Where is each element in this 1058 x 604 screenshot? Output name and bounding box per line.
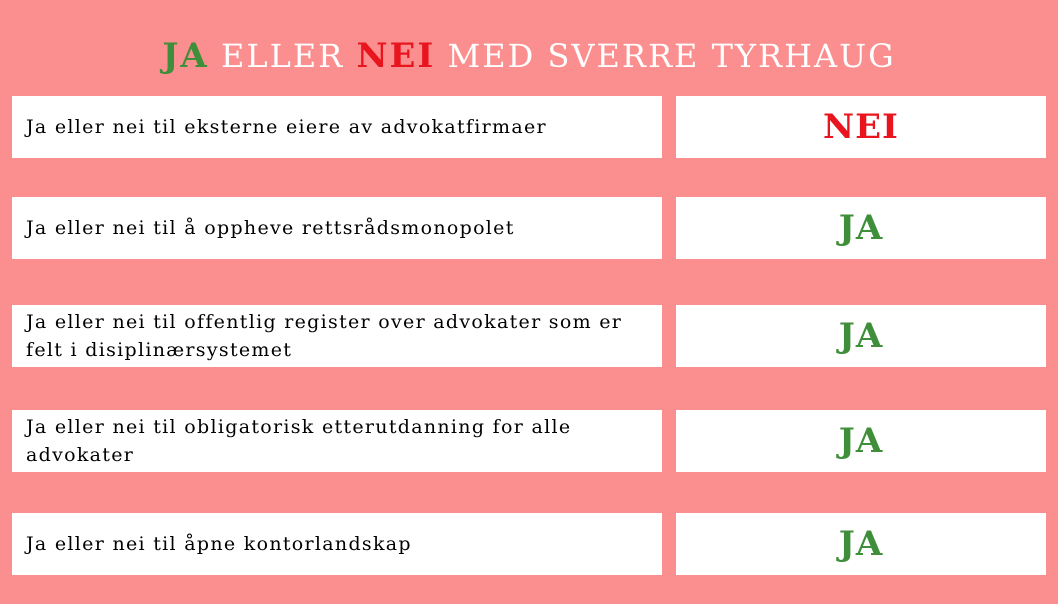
qa-row-1 <box>0 96 1058 158</box>
qa-row-4 <box>0 410 1058 472</box>
title-rest: MED SVERRE TYRHAUG <box>435 37 896 75</box>
answer-text: JA <box>838 524 884 564</box>
question-text: Ja eller nei til obligatorisk etterutdanning for alle advokater <box>26 416 572 466</box>
question-text: Ja eller nei til å oppheve rettsrådsmonopolet <box>26 217 515 239</box>
answer-text: NEI <box>823 107 899 147</box>
question-box <box>12 197 662 259</box>
question-box <box>12 305 662 367</box>
answer-text: JA <box>838 316 884 356</box>
title-middle: ELLER <box>208 37 357 75</box>
title-yes: JA <box>162 36 209 76</box>
qa-row-3 <box>0 305 1058 367</box>
answer-box <box>676 197 1046 259</box>
question-box <box>12 410 662 472</box>
answer-text: JA <box>838 421 884 461</box>
qa-row-2 <box>0 197 1058 259</box>
question-text: Ja eller nei til offentlig register over advokater som er felt i disiplinærsystemet <box>26 311 623 361</box>
question-text: Ja eller nei til åpne kontorlandskap <box>26 533 412 555</box>
question-text: Ja eller nei til eksterne eiere av advokatfirmaer <box>26 116 547 138</box>
question-box <box>12 96 662 158</box>
answer-box <box>676 410 1046 472</box>
page-title <box>0 36 1058 76</box>
question-box <box>12 513 662 575</box>
qa-row-5 <box>0 513 1058 575</box>
answer-box <box>676 305 1046 367</box>
title-no: NEI <box>356 36 436 76</box>
answer-box <box>676 513 1046 575</box>
answer-box <box>676 96 1046 158</box>
answer-text: JA <box>838 208 884 248</box>
